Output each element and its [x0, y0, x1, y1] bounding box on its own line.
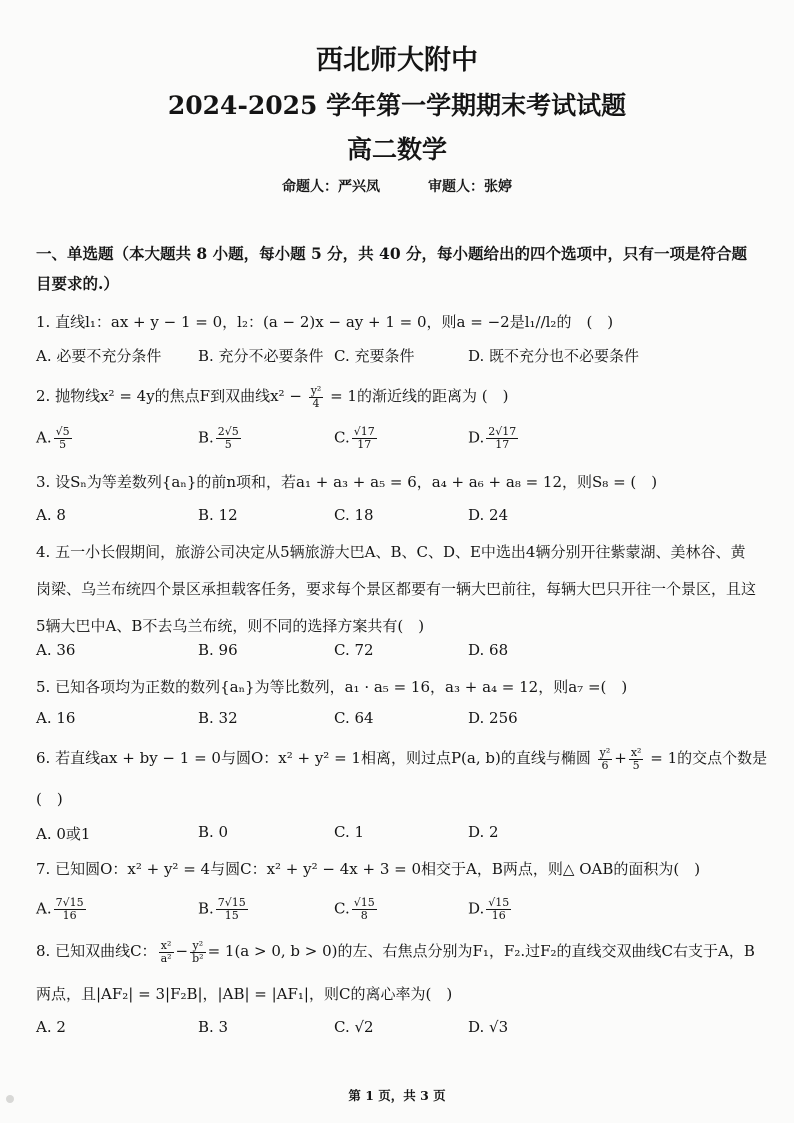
- fraction-denominator: 16: [62, 909, 77, 922]
- fraction-denominator: b²: [192, 951, 204, 965]
- question-2-stem-end: = 1的渐近线的距离为 ( ): [330, 387, 509, 405]
- option-a: A. 必要不充分条件: [36, 347, 162, 365]
- fraction: [309, 385, 324, 410]
- page-footer: 第 1 页，共 3 页: [348, 1088, 446, 1103]
- author-line: [0, 176, 794, 196]
- question-8-stem-line2: 两点，且|AF₂| = 3|F₂B|，|AB| = |AF₁|，则C的离心率为( ): [36, 985, 453, 1003]
- option-c: C. 64: [334, 709, 374, 727]
- option-c: C. 72: [334, 641, 374, 659]
- option-d: D. 24: [468, 506, 509, 524]
- fraction: [216, 897, 248, 922]
- question-8-stem-end: = 1(a > 0, b > 0)的左、右焦点分别为F₁，F₂.过F₂的直线交双曲线C右支于A，B: [207, 942, 755, 960]
- option-a: A. 0或1: [36, 825, 91, 843]
- option-a: A. 8: [36, 506, 66, 524]
- fraction-numerator: x²: [630, 745, 642, 759]
- question-author: 命题人：严兴凤: [282, 179, 380, 195]
- question-6-stem: 6. 若直线ax + by − 1 = 0与圆O：x² + y² = 1相离，则过点P(a, b)的直线与椭圆 $\frac{\text{y²}}{6}$ + $\frac{\text{x²}}{5}$ = 1的交点个数是: [36, 745, 768, 772]
- question-6-stem-start: 6. 若直线ax + by − 1 = 0与圆O：x² + y² = 1相离，则过点P(a, b)的直线与椭圆: [36, 749, 591, 767]
- fraction-denominator: 5: [59, 438, 67, 451]
- option-label: C.: [334, 428, 350, 447]
- option-label: A.: [36, 428, 52, 447]
- fraction: [54, 426, 72, 451]
- question-4-options: [36, 641, 760, 665]
- option-c: C. √2: [334, 1018, 374, 1036]
- option-a: [36, 897, 88, 922]
- option-a: A. 36: [36, 641, 76, 659]
- fraction-numerator: y²: [599, 745, 611, 759]
- option-label: B.: [198, 428, 214, 447]
- option-c: [334, 897, 379, 922]
- question-reviewer: 审题人：张婷: [428, 179, 512, 195]
- option-b: B. 96: [198, 641, 238, 659]
- option-c: [334, 426, 379, 451]
- fraction: [598, 747, 613, 772]
- fraction-numerator: √15: [353, 896, 375, 909]
- section-heading: 一、单选题（本大题共 8 小题，每小题 5 分，共 40 分，每小题给出的四个选项中，只有一项是符合题目要求的.）: [36, 244, 748, 293]
- option-c: C. 1: [334, 823, 365, 841]
- fraction-numerator: √17: [353, 425, 375, 438]
- question-4-stem: 4. 五一小长假期间，旅游公司决定从5辆旅游大巴A、B、C、D、E中选出4辆分别开往紫蒙湖、美林谷、黄岗梁、乌兰布统四个景区承担载客任务，要求每个景区都要有一辆大巴前往，每辆大巴只开往一个景区，且这5辆大巴中A、B不去乌兰布统，则不同的选择方案共有( ): [36, 543, 757, 635]
- fraction: [216, 426, 241, 451]
- fraction-denominator: 17: [495, 438, 510, 451]
- fraction-numerator: y²: [190, 940, 205, 953]
- question-2-options: [36, 426, 760, 450]
- option-label: D.: [468, 428, 485, 447]
- fraction-numerator: 7√15: [55, 896, 84, 909]
- fraction: [352, 426, 377, 451]
- fraction-denominator: a²: [160, 951, 172, 965]
- fraction-numerator: 2√17: [488, 425, 517, 438]
- fraction-numerator: 2√5: [217, 425, 239, 438]
- option-b: B. 12: [198, 506, 238, 524]
- fraction-denominator: 4: [312, 396, 320, 410]
- question-6-stem-tail: ( ): [36, 790, 63, 808]
- scan-mark: [6, 1095, 14, 1103]
- option-b: B. 0: [198, 823, 229, 841]
- question-8-options: [36, 1018, 760, 1042]
- option-label: A.: [36, 899, 52, 918]
- option-b: B. 32: [198, 709, 238, 727]
- fraction-denominator: 15: [224, 909, 239, 922]
- question-1-options: [36, 345, 760, 369]
- question-7-options: [36, 897, 760, 921]
- fraction-denominator: 6: [601, 758, 609, 772]
- option-label: C.: [334, 899, 350, 918]
- fraction-numerator: y²: [310, 383, 322, 397]
- option-d: D. 68: [468, 641, 509, 659]
- question-8-stem: 8. 已知双曲线C： $\frac{\text{x²}}{\text{a²}}$ − $\frac{\text{y²}}{\text{b²}}$ = 1(a > 0, b > 0)的左、右焦点分别为F₁，F₂.过F₂的直线交双曲线C右支于A，B: [36, 938, 755, 965]
- option-a: [36, 426, 74, 451]
- school-name: 西北师大附中: [316, 45, 478, 76]
- question-7-stem: 7. 已知圆O：x² + y² = 4与圆C：x² + y² − 4x + 3 = 0相交于A，B两点，则△ OAB的面积为( ): [36, 860, 701, 878]
- option-d: D. 2: [468, 823, 499, 841]
- fraction-numerator: √5: [55, 425, 70, 438]
- option-d: [468, 426, 520, 451]
- fraction: [190, 940, 205, 965]
- question-2-stem: [36, 380, 760, 413]
- fraction: [54, 897, 86, 922]
- subject-title: 高二数学: [346, 135, 447, 164]
- fraction-numerator: 7√15: [217, 896, 246, 909]
- fraction: [159, 940, 174, 965]
- fraction-numerator: x²: [159, 940, 174, 953]
- question-3-options: [36, 506, 760, 530]
- option-d: D. √3: [468, 1018, 509, 1036]
- option-label: B.: [198, 899, 214, 918]
- question-1-stem: 1. 直线l₁：ax + y − 1 = 0，l₂：(a − 2)x − ay + 1 = 0，则a = −2是l₁//l₂的 ( ): [36, 313, 614, 331]
- option-d: D. 既不充分也不必要条件: [468, 347, 640, 365]
- option-c: C. 充要条件: [334, 347, 415, 365]
- option-d: D. 256: [468, 709, 518, 727]
- question-5-stem: 5. 已知各项均为正数的数列{aₙ}为等比数列，a₁ · a₅ = 16，a₃ + a₄ = 12，则a₇ =( ): [36, 678, 628, 696]
- option-b: [198, 897, 250, 922]
- option-a: A. 2: [36, 1018, 66, 1036]
- option-label: D.: [468, 899, 485, 918]
- option-c: C. 18: [334, 506, 374, 524]
- fraction-denominator: 17: [357, 438, 372, 451]
- fraction-denominator: 5: [224, 438, 232, 451]
- fraction-numerator: √15: [488, 896, 510, 909]
- option-d: [468, 897, 513, 922]
- option-a: A. 16: [36, 709, 76, 727]
- fraction: [486, 426, 518, 451]
- question-2-stem-start: 2. 抛物线x² = 4y的焦点F到双曲线x² −: [36, 387, 302, 405]
- option-b: B. 充分不必要条件: [198, 347, 324, 365]
- fraction-denominator: 5: [632, 758, 640, 772]
- option-b: [198, 426, 243, 451]
- option-b: B. 3: [198, 1018, 229, 1036]
- question-8-stem-start: 8. 已知双曲线C：: [36, 942, 157, 960]
- exam-title: 2024-2025 学年第一学期期末考试试题: [167, 91, 627, 120]
- fraction: [629, 747, 644, 772]
- fraction-denominator: 16: [491, 909, 506, 922]
- fraction: [352, 897, 377, 922]
- fraction-denominator: 8: [360, 909, 368, 922]
- question-6-options: [36, 823, 760, 847]
- fraction: [486, 897, 511, 922]
- question-6-stem-end: = 1的交点个数是: [650, 749, 768, 767]
- question-3-stem: 3. 设Sₙ为等差数列{aₙ}的前n项和，若a₁ + a₃ + a₅ = 6，a₄ + a₆ + a₈ = 12，则S₈ = ( ): [36, 473, 658, 491]
- question-5-options: [36, 709, 760, 733]
